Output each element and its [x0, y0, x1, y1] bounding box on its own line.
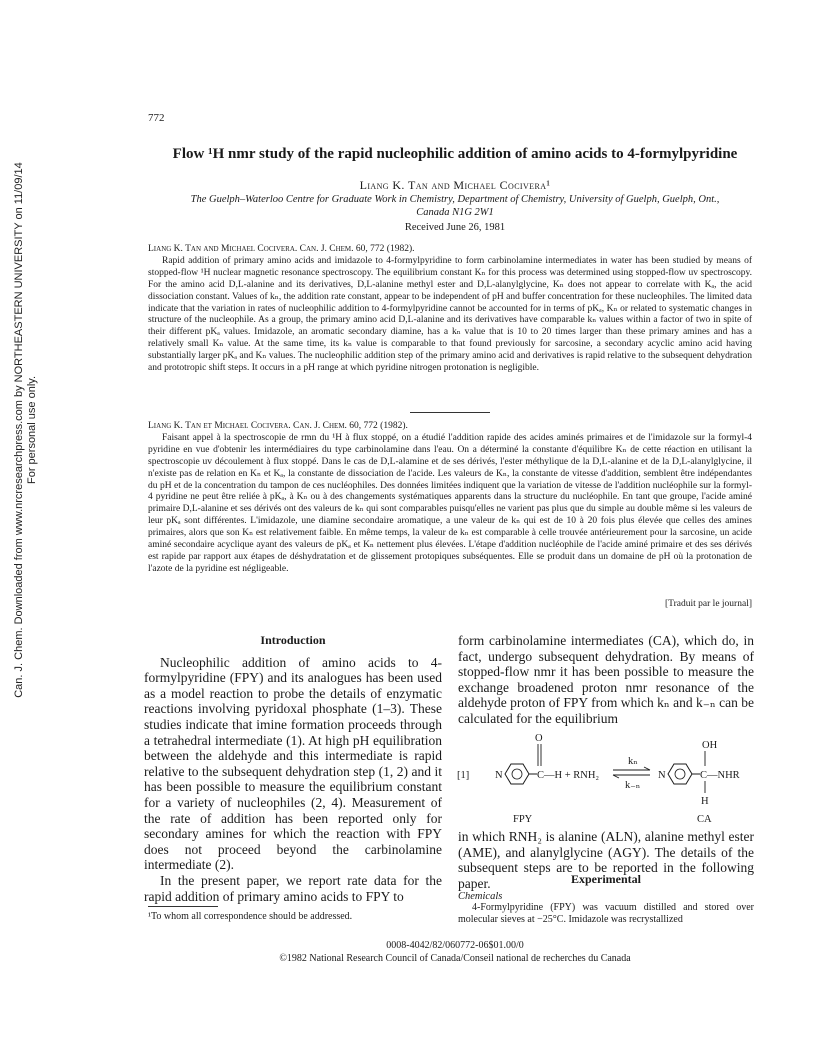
abstract-english: [148, 244, 752, 375]
author-line: Liang K. Tan and Michael Cocivera¹: [359, 178, 551, 192]
abstract-fr-citation: Liang K. Tan et Michael Cocivera. Can. J. Chem. 60, 772 (1982).: [148, 421, 408, 431]
abstract-divider: [410, 412, 490, 413]
forward-rate-constant: kₙ: [628, 756, 638, 767]
carbinol-hydrogen-label: H: [701, 796, 709, 807]
translator-note: [Traduit par le journal]: [665, 599, 752, 609]
abstract-french: [148, 421, 752, 576]
download-watermark: [4, 150, 48, 710]
footer-copyright: ©1982 National Research Council of Canada/Conseil national de recherches du Canada: [279, 953, 631, 964]
equilibrium-paragraph: form carbinolamine intermediates (CA), which do, in fact, undergo subsequent dehydration. By means of stopped-flow nmr it has been possible to measure the exchange broadened proton nmr resonance of the aldehyde proton of FPY from which kₙ and k₋ₙ can be calculated for the equilibrium: [458, 633, 754, 726]
page-number: 772: [148, 112, 165, 124]
pyridine-ring-right: [668, 764, 692, 784]
reverse-rate-constant: k₋ₙ: [625, 780, 641, 791]
ca-label: CA: [697, 814, 712, 825]
fpy-label: FPY: [513, 814, 533, 825]
reaction-scheme: [455, 730, 755, 826]
pyridine-ring-left: [505, 764, 529, 784]
introduction-paragraph-1: Nucleophilic addition of amino acids to 4-formylpyridine (FPY) and its analogues has been used as a model reaction to probe the details of enzymatic reactions involving pyridoxal phosphate (1–3). These studies indicate that imine formation proceeds through a tetrahedral intermediate (1). At high pH equilibration between the aldehyde and this intermediate is rapid relative to the subsequent dehydration step (1, 2) and it has been possible to measure the equilibrium constant for a variety of nucleophiles (2, 4). Measurement of the rate of addition has been reported only for secondary amines for which the reaction with FPY does not proceed beyond the carbinolamine intermediate (2).: [144, 654, 442, 873]
introduction-paragraph-2: In the present paper, we report rate data for the rapid addition of primary amino acids to FPY to: [144, 872, 442, 904]
footnote: ¹To whom all correspondence should be addressed.: [148, 911, 353, 922]
watermark-line-1: Can. J. Chem. Downloaded from www.nrcresearchpress.com by NORTHEASTERN UNIVERSITY on 11/09/14: [13, 162, 25, 698]
watermark-line-2: For personal use only.: [26, 375, 38, 485]
article-title: Flow ¹H nmr study of the rapid nucleophilic addition of amino acids to 4-formylpyridine: [172, 146, 738, 162]
footnote-rule: [148, 906, 218, 907]
affiliation: The Guelph–Waterloo Centre for Graduate Work in Chemistry, Department of Chemistry, University of Guelph, Guelph, Ont., Canada N1G 2W1: [190, 194, 720, 218]
chemicals-subheading: Chemicals: [458, 891, 503, 902]
reverse-arrowhead: [613, 775, 619, 778]
abstract-en-text: Rapid addition of primary amino acids and imidazole to 4-formylpyridine to form carbinolamine intermediates in water has been studied by means of stopped-flow ¹H nuclear magnetic resonance spectroscopy. The equilibrium constant Kₙ for this process was determined using stopped-flow uv spectroscopy. For the amino acid D,L-alanine and its derivatives, D,L-alanine methyl ester and D,L-alanylglycine, Kₙ does not appear to correlate with Kₐ, the acid dissociation constant. Values of kₙ, the addition rate constant, appear to be independent of pH and buffer concentration for these nucleophiles. The limited data indicate that the variation in rates of nucleophilic addition to 4-formylpyridine cannot be accounted for in terms of pKₐ, Kₙ or related to systematic changes in structure of the nucleophile. As a group, the primary amino acid D,L-alanine and its derivatives have comparable kₙ values within a factor of two in spite of their different pKₐ values. Imidazole, an aromatic secondary diamine, has a kₙ value that is 10 to 20 times larger than these primary amines and has a relatively small Kₙ value. At the same time, its kₙ value is comparable to that found previously for sarcosine, a secondary acyclic amino acid having substantially larger pKₐ and Kₙ values. The nucleophilic addition step of the primary amino acid and derivatives is rapid relative to the subsequent dehydration and prototropic shift steps. It occurs in a pH range at which pyridine nitrogen protonation is negligible.: [148, 255, 752, 374]
download-watermark-text: [13, 162, 39, 698]
introduction-heading: Introduction: [260, 633, 326, 647]
right-chain-text: C—NHR: [700, 770, 740, 781]
received-date: Received June 26, 1981: [404, 222, 506, 233]
left-chain-text: C—H + RNH₂: [537, 770, 600, 781]
forward-arrowhead: [644, 767, 650, 770]
carbonyl-oxygen-label: O: [535, 733, 543, 744]
introduction-section: [144, 633, 442, 904]
hydroxyl-label: OH: [702, 740, 718, 751]
abstract-fr-text: Faisant appel à la spectroscopie de rmn du ¹H à flux stoppé, on a étudié l'addition rapide des acides aminés primaires et de l'imidazole sur la formyl-4 pyridine en vue d'obtenir les intermédiaires du type carbinolamine dans l'eau. On a déterminé la constante d'équilibre Kₙ de cette réaction en utilisant la spectroscopie uv découlement à flux stoppé. Dans le cas de D,L-alamine et de ses dérivés, l'ester méthylique de la D,L-alanine et de la D,L-alanylglycine, il n'existe pas de relation en Kₙ et Kₐ, la constante de dissociation de l'acide. Les valeurs de Kₙ, la constante de vitesse d'addition, semblent être indépendantes du pH et de la concentration du tampon de ces nucléophiles. Des données limitées indiquent que la variation de vitesse de l'addition nucléophile sur la formyl-4 pyridine ne peut être reliée à pKₐ, à Kₙ ou à des changements systématiques apparents dans la structure du nucléophile. En tant que groupe, l'acide aminé primaire D,L-alanine et ses dérivés ont des valeurs de kₙ qui sont comparables puisqu'elles ne varient pas plus que du simple au double même si les valeurs de leur pKₐ sont différentes. L'imidazole, une diamine secondaire aromatique, a une valeur de kₙ qui est de 10 à 20 fois plus élevée que celles des amines primaires, alors que son Kₙ est relativement faible. En même temps, la valeur de kₙ est comparable à celle trouvée antérieurement pour la sarcosine, un acide aminé secondaire acyclique ayant des valeurs de pKₐ et Kₙ nettement plus élevées. L'étape d'addition nucléophile de l'acide aminé primaire et des ses dérivés est rapide par rapport aux étapes de déshydratation et de glissement protopiques subséquentes. Elle se produit dans un domaine de pH où la protonation de l'azote de la pyridine est négligeable.: [148, 432, 752, 574]
chemicals-text: 4-Formylpyridine (FPY) was vacuum distilled and stored over molecular sieves at −25°C. Imidazole was recrystallized: [458, 902, 754, 925]
abstract-en-citation: Liang K. Tan and Michael Cocivera. Can. J. Chem. 60, 772 (1982).: [148, 244, 415, 254]
scheme-number: [1]: [457, 770, 470, 781]
pyridine-n-left: N: [495, 770, 503, 781]
right-column-top: [458, 633, 754, 727]
footer-code: 0008-4042/82/060772-06$01.00/0: [386, 940, 524, 951]
rnh2-paragraph: in which RNH₂ is alanine (ALN), alanine methyl ester (AME), and alanylglycine (AGY). The details of the subsequent steps are to be reported in the following paper.: [458, 829, 754, 891]
pyridine-n-right: N: [658, 770, 666, 781]
experimental-heading: Experimental: [571, 872, 641, 886]
